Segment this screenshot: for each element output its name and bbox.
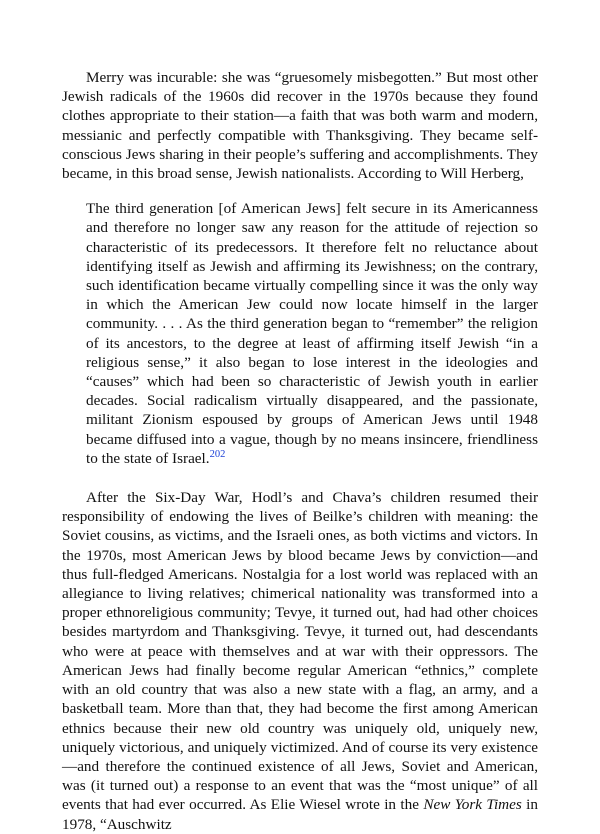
- block-quote: [86, 199, 538, 468]
- paragraph-text-end: in 1978, “Auschwitz: [62, 796, 538, 833]
- footnote-link[interactable]: 202: [209, 448, 226, 460]
- body-paragraph: [62, 488, 538, 834]
- quote-text: The third generation [of American Jews] felt secure in its Americanness and therefore no longer saw any reason for the attitude of rejection so characteristic of its predecessors. It therefore felt no reluctance about identifying itself as Jewish and affirming its Jewishness; on the contrary, such identification became virtually compelling since it was the only way in which the American Jew could now locate himself in the larger community. . . . As the third generation began to “remember” the religion of its ancestors, to the degree at least of affirming itself Jewish “in a religious sense,” it also began to lose interest in the ideologies and “causes” which had been so characteristic of Jewish youth in earlier decades. Social radicalism virtually disappeared, and the passionate, militant Zionism espoused by groups of American Jews until 1948 became diffused into a vague, though by no means insincere, friendliness to the state of Israel.: [86, 200, 538, 467]
- publication-title: New York Times: [423, 796, 522, 814]
- body-paragraph: Merry was incurable: she was “gruesomely misbegotten.” But most other Jewish radicals of the 1960s did recover in the 1970s because they found clothes appropriate to their station—a faith that was both warm and modern, messianic and perfectly compatible with Thanksgiving. They became self-conscious Jews sharing in their people’s suffering and accomplishments. They became, in this broad sense, Jewish nationalists. According to Will Herberg,: [62, 69, 538, 183]
- paragraph-text: After the Six-Day War, Hodl’s and Chava’s children resumed their responsibility of endowing the lives of Beilke’s children with meaning: the Soviet cousins, as victims, and the Israeli ones, as both victims and victors. In the 1970s, most American Jews by blood became Jews by conviction—and thus full-fledged Americans. Nostalgia for a lost world was replaced with an allegiance to living relatives; chimerical nationality was transformed into a proper ethnoreligious community; Tevye, it turned out, had had other choices besides martyrdom and Thanksgiving. Tevye, it turned out, had descendants who were at peace with themselves and at war with their oppressors. The American Jews had finally become regular American “ethnics,” complete with an old country that was also a new state with a flag, an army, and a basketball team. More than that, they had become the first among American ethnics because their new old country was uniquely old, uniquely new, uniquely victorious, and uniquely victimized. And of course its very existence—and therefore the continued existence of all Jews, Soviet and American, was (it turned out) a response to an event that was the “most unique” of all events that had ever occurred. As Elie Wiesel wrote in the: [62, 489, 538, 814]
